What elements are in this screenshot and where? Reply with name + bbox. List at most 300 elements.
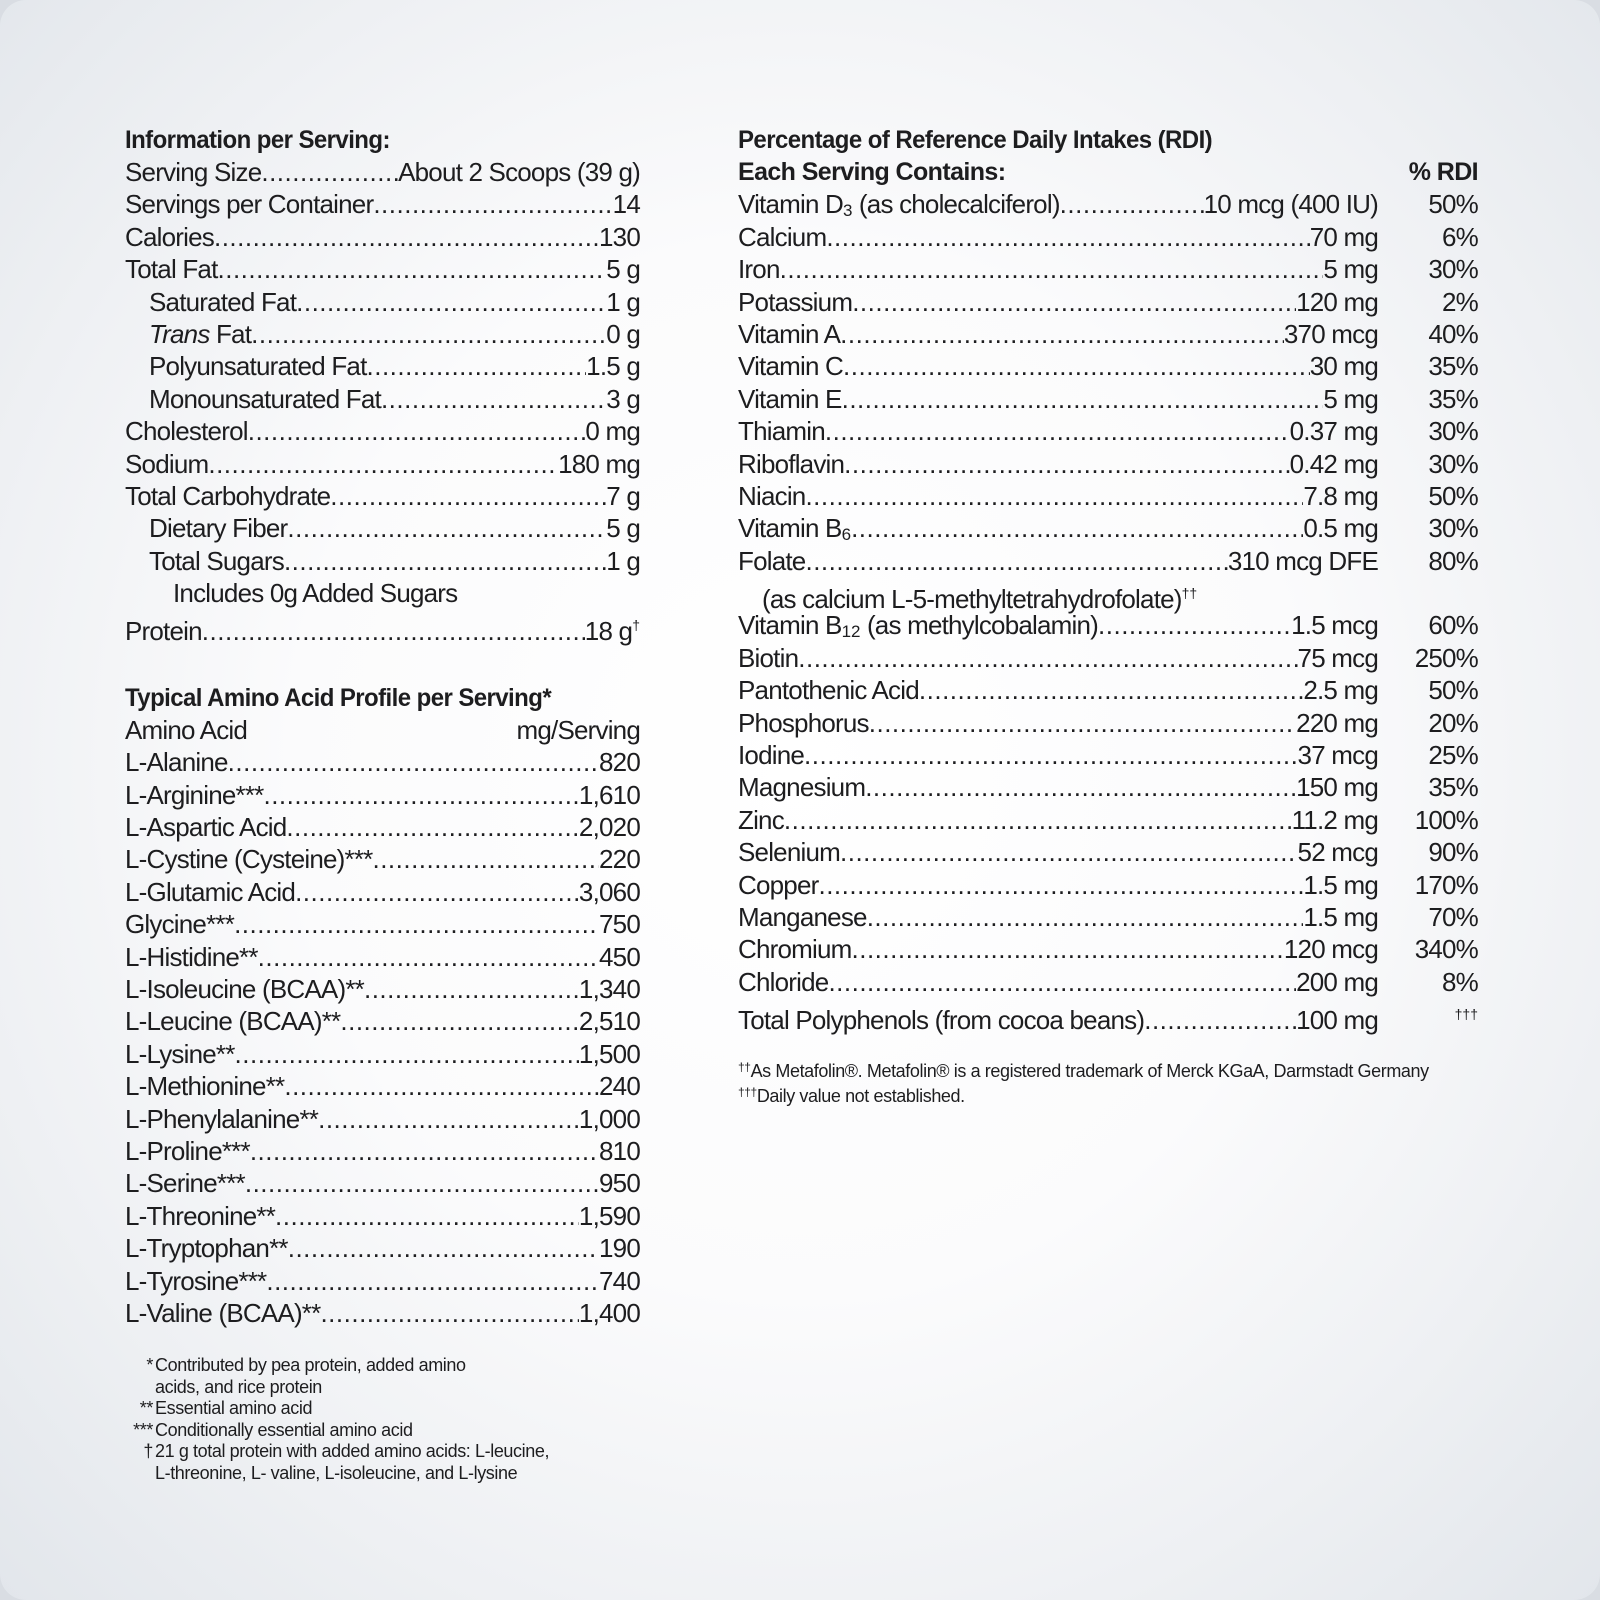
amino-value: 820 [599,747,640,778]
footnote-mark: † [143,1441,153,1462]
leader-dots [208,448,558,480]
leader-dots [266,1265,599,1297]
rdi-title: Percentage of Reference Daily Intakes (RDI) [738,126,1213,154]
footnote-mark: †† [738,1059,751,1074]
rdi-row [738,771,1478,803]
serving-label: Monounsaturated Fat [149,383,381,414]
rdi-col-pct: % RDI [1408,158,1478,186]
rdi-label: Vitamin D3 (as cholecalciferol) [738,189,1060,221]
rdi-footnotes [738,1057,1478,1108]
rdi-row [738,869,1478,901]
rdi-value: 11.2 mg [1291,804,1378,835]
rdi-value: 0.37 mg [1289,416,1378,447]
amino-value: 750 [599,909,640,940]
leader-dots [251,318,606,350]
amino-footnote [125,1377,640,1399]
leader-dots [869,707,1296,739]
rdi-percent: 20% [1428,707,1478,738]
rdi-percent: 50% [1428,480,1478,511]
amino-row [125,1005,640,1037]
serving-value: 1 g [606,286,640,317]
footnote-text: 21 g total protein with added amino acids: L-leucine, [155,1441,550,1462]
leader-dots [284,545,606,577]
leader-dots [275,1200,579,1232]
amino-label: L-Lysine** [125,1038,235,1069]
leader-dots [320,1297,578,1329]
serving-row [125,609,640,647]
leader-dots [288,1232,599,1264]
serving-label: Serving Size [125,157,262,187]
rdi-row [738,253,1478,285]
rdi-value: 310 mcg DFE [1227,545,1378,576]
rdi-label: Phosphorus [738,707,869,738]
rdi-percent: 100% [1414,804,1478,835]
serving-row [125,415,640,447]
rdi-row [738,512,1478,544]
leader-dots [381,383,606,415]
rdi-row [738,901,1478,933]
rdi-value: 10 mcg (400 IU) [1203,189,1378,220]
amino-row [125,1265,640,1297]
amino-label: L-Cystine (Cysteine)*** [125,844,373,875]
amino-row [125,811,640,843]
leader-dots [330,480,606,512]
label-subscript: 3 [843,201,853,221]
amino-value: 740 [599,1265,640,1296]
rdi-value: 120 mcg [1283,934,1378,965]
rdi-value: 220 mg [1296,707,1378,738]
amino-row [125,779,640,811]
rdi-row [738,836,1478,868]
rdi-percent: 40% [1428,318,1478,349]
leader-dots [202,615,585,647]
amino-label: L-Arginine*** [125,779,264,810]
right-column [738,124,1478,1108]
label-subscript: 6 [841,525,852,545]
rdi-value: 37 mcg [1297,740,1378,771]
serving-value: 180 mg [558,448,640,479]
rdi-percent: 90% [1428,837,1478,868]
serving-row [125,156,640,188]
leader-dots [258,941,599,973]
amino-footnote [125,1441,640,1463]
amino-value: 1,340 [578,973,640,1004]
rdi-table [738,188,1478,1036]
leader-dots [1144,1004,1296,1036]
rdi-percent: 2% [1442,286,1478,317]
serving-label: Dietary Fiber [149,513,288,544]
leader-dots [261,156,398,188]
leader-dots [218,253,607,285]
serving-label: Trans Fat [149,318,252,349]
serving-value: 14 [612,189,640,220]
rdi-label: Zinc [738,804,784,835]
amino-label: L-Tryptophan** [125,1233,288,1264]
leader-dots [840,318,1284,350]
serving-value: 1.5 g [586,351,640,382]
serving-label: Saturated Fat [149,286,297,317]
rdi-row [738,609,1478,641]
leader-dots [843,350,1310,382]
rdi-percent: 50% [1428,675,1478,706]
rdi-row [738,998,1478,1036]
leader-dots [826,221,1309,253]
rdi-row [738,674,1478,706]
amino-value: 1,500 [578,1038,640,1069]
leader-dots [245,1167,599,1199]
leader-dots [805,480,1303,512]
leader-dots [825,415,1290,447]
leader-dots [798,642,1297,674]
leader-dots [842,383,1324,415]
footnote-mark: ** [139,1398,153,1419]
amino-footnotes [125,1355,640,1484]
amino-row [125,908,640,940]
rdi-label: Potassium [738,286,853,317]
rdi-label: Vitamin A [738,318,841,349]
serving-value: 130 [599,221,640,252]
rdi-row [738,804,1478,836]
serving-value: 3 g [606,383,640,414]
value-footnote-mark: † [632,617,640,634]
amino-label: L-Serine*** [125,1168,245,1199]
rdi-label: Thiamin [738,416,825,447]
amino-value: 950 [599,1168,640,1199]
rdi-percent [1378,998,1478,1036]
rdi-label: Vitamin B12 (as methylcobalamin) [738,610,1099,642]
rdi-value: 52 mcg [1297,837,1378,868]
amino-col-value: mg/Serving [516,714,640,745]
leader-dots [248,415,586,447]
rdi-label: Iodine [738,740,805,771]
rdi-value: 2.5 mg [1303,675,1378,706]
rdi-row [738,707,1478,739]
serving-value: 18 g† [584,616,640,647]
rdi-value: 0.42 mg [1289,448,1378,479]
leader-dots [1060,188,1204,220]
serving-table [125,156,640,647]
amino-value: 810 [599,1135,640,1166]
rdi-value: 120 mg [1296,286,1378,317]
rdi-label: Manganese [738,901,867,932]
rdi-label: Folate [738,545,806,576]
serving-label: Sodium [125,448,209,479]
rdi-label: Vitamin C [738,351,844,382]
rdi-row [738,545,1478,577]
amino-row [125,1103,640,1135]
rdi-column-header [738,156,1478,188]
footnote-text: Conditionally essential amino acid [155,1419,413,1440]
rdi-row [738,966,1478,998]
serving-label: Total Carbohydrate [125,480,331,511]
leader-dots [1098,609,1291,641]
amino-row [125,941,640,973]
leader-dots [865,771,1296,803]
rdi-footnote [738,1082,1478,1108]
serving-row [125,318,640,350]
rdi-value: 7.8 mg [1303,480,1378,511]
serving-row [125,221,640,253]
rdi-value: 75 mcg [1297,642,1378,673]
amino-value: 1,000 [578,1103,640,1134]
rdi-percent: 25% [1428,740,1478,771]
footnote-text: Contributed by pea protein, added amino [155,1355,466,1376]
rdi-label: Riboflavin [738,448,845,479]
amino-label: L-Leucine (BCAA)** [125,1006,341,1037]
rdi-value: 150 mg [1296,772,1378,803]
serving-row [125,286,640,318]
serving-row [125,480,640,512]
serving-value: 5 g [606,513,640,544]
amino-label: Glycine*** [125,909,235,940]
label-subscript: 12 [841,622,861,642]
leader-dots [367,350,587,382]
leader-dots [373,188,612,220]
footnote-mark: *** [133,1419,153,1440]
rdi-percent: 35% [1428,383,1478,414]
serving-row [125,383,640,415]
leader-dots [284,1070,599,1102]
rdi-footnote [738,1057,1478,1083]
rdi-percent: 170% [1414,869,1478,900]
amino-value: 1,400 [578,1297,640,1328]
rdi-row [738,739,1478,771]
amino-row [125,1167,640,1199]
rdi-percent: 250% [1414,642,1478,673]
label-footnote-mark: †† [1181,585,1198,602]
left-column [125,124,640,1484]
serving-row [125,577,640,609]
leader-dots [250,1135,599,1167]
amino-label: L-Histidine** [125,941,258,972]
rdi-value: 1.5 mg [1303,869,1378,900]
leader-dots [840,836,1298,868]
rdi-label: Biotin [738,642,799,673]
amino-label: L-Valine (BCAA)** [125,1297,321,1328]
amino-label: L-Threonine** [125,1200,276,1231]
rdi-percent: 30% [1428,254,1478,285]
footnote-text: acids, and rice protein [155,1376,322,1397]
leader-dots [296,286,606,318]
rdi-percent: 70% [1428,901,1478,932]
footnote-text: As Metafolin®. Metafolin® is a registered trademark of Merck KGaA, Darmstadt Germany [750,1060,1429,1081]
amino-footnote [125,1420,640,1442]
rdi-row [738,286,1478,318]
rdi-row [738,221,1478,253]
rdi-value: 5 mg [1323,254,1378,285]
leader-dots [852,933,1284,965]
serving-label: Polyunsaturated Fat [149,351,367,382]
rdi-label: Iron [738,254,780,285]
amino-label: L-Aspartic Acid [125,812,287,843]
serving-label: Protein [125,616,202,647]
serving-row [125,188,640,220]
amino-title: Typical Amino Acid Profile per Serving* [125,683,552,712]
serving-value: About 2 Scoops (39 g) [398,157,640,187]
rdi-value: 5 mg [1323,383,1378,414]
serving-value: 1 g [606,545,640,576]
rdi-label: Niacin [738,480,806,511]
leader-dots [780,253,1324,285]
serving-row [125,448,640,480]
rdi-row [738,448,1478,480]
amino-label: L-Alanine [125,747,228,778]
amino-value: 240 [599,1071,640,1102]
amino-row [125,1200,640,1232]
serving-label: Cholesterol [125,416,248,447]
serving-row [125,545,640,577]
rdi-row [738,415,1478,447]
leader-dots [287,512,606,544]
amino-label: L-Isoleucine (BCAA)** [125,973,364,1004]
amino-table [125,746,640,1329]
leader-dots [919,674,1303,706]
amino-label: L-Phenylalanine** [125,1103,319,1134]
leader-dots [234,908,599,940]
rdi-row [738,383,1478,415]
leader-dots [286,811,579,843]
rdi-percent: 35% [1428,351,1478,382]
serving-label-italic: Trans [149,318,210,349]
leader-dots [784,804,1292,836]
amino-label: L-Proline*** [125,1135,250,1166]
rdi-label: Selenium [738,837,840,868]
amino-value: 190 [599,1233,640,1264]
rdi-label: Total Polyphenols (from cocoa beans) [738,1005,1145,1036]
leader-dots [804,739,1297,771]
rdi-value: 1.5 mg [1303,901,1378,932]
amino-row [125,876,640,908]
leader-dots [828,966,1296,998]
rdi-row [738,350,1478,382]
rdi-value: 370 mcg [1283,318,1378,349]
amino-footnote [125,1398,640,1420]
rdi-percent: 340% [1414,934,1478,965]
rdi-label: Calcium [738,221,827,252]
rdi-percent: 30% [1428,416,1478,447]
amino-row [125,1135,640,1167]
rdi-percent: 8% [1442,966,1478,997]
serving-label: Servings per Container [125,189,374,220]
rdi-label: Chromium [738,934,852,965]
rdi-percent: 80% [1428,545,1478,576]
footnote-mark: * [146,1355,153,1376]
amino-value: 1,590 [578,1200,640,1231]
rdi-label: Vitamin B6 [738,513,852,545]
amino-value: 220 [599,844,640,875]
serving-value: 0 mg [585,416,640,447]
rdi-row [738,642,1478,674]
leader-dots [805,545,1227,577]
leader-dots [844,448,1289,480]
amino-value: 3,060 [578,876,640,907]
serving-row [125,253,640,285]
rdi-percent: 60% [1428,610,1478,641]
leader-dots [340,1005,579,1037]
rdi-row [738,480,1478,512]
rdi-label: Vitamin E [738,383,842,414]
amino-label: L-Glutamic Acid [125,876,296,907]
amino-col-label: Amino Acid [125,714,248,745]
rdi-row [738,577,1478,615]
serving-row [125,350,640,382]
rdi-label: (as calcium L-5-methyltetrahydrofolate)†† [762,584,1198,615]
amino-value: 1,610 [578,779,640,810]
rdi-value: 100 mg [1296,1005,1378,1036]
leader-dots [852,286,1296,318]
amino-row [125,1038,640,1070]
footnote-text: Essential amino acid [155,1398,313,1419]
amino-row [125,1232,640,1264]
rdi-row [738,933,1478,965]
amino-row [125,746,640,778]
amino-footnote [125,1463,640,1485]
amino-value: 450 [599,941,640,972]
leader-dots [214,221,599,253]
amino-row [125,843,640,875]
rdi-row [738,188,1478,220]
amino-value: 2,020 [578,812,640,843]
footnote-text: L-threonine, L- valine, L-isoleucine, and L-lysine [155,1462,518,1483]
rdi-percent: 30% [1428,513,1478,544]
rdi-value: 200 mg [1296,966,1378,997]
serving-value: 7 g [606,480,640,511]
serving-value: 0 g [606,318,640,349]
rdi-percent: 50% [1428,189,1478,220]
amino-footnote [125,1355,640,1377]
amino-label: L-Methionine** [125,1071,285,1102]
rdi-label: Magnesium [738,772,866,803]
leader-dots [263,779,578,811]
rdi-col-label: Each Serving Contains: [738,158,1006,186]
rdi-percent: 30% [1428,448,1478,479]
leader-dots [364,973,579,1005]
rdi-percent: 6% [1442,221,1478,252]
amino-column-header [125,714,640,746]
amino-label: L-Tyrosine*** [125,1265,267,1296]
rdi-value: 30 mg [1309,351,1378,382]
footnote-mark: ††† [738,1085,757,1100]
footnote-text: Daily value not established. [756,1086,965,1107]
leader-dots [318,1103,579,1135]
rdi-value: 70 mg [1309,221,1378,252]
amino-row [125,973,640,1005]
serving-label: Calories [125,221,214,252]
leader-dots [851,512,1303,544]
rdi-row [738,318,1478,350]
rdi-value: 0.5 mg [1303,513,1378,544]
rdi-label: Pantothenic Acid [738,675,919,706]
serving-row [125,512,640,544]
rdi-value: 1.5 mcg [1291,610,1378,641]
leader-dots [235,1038,579,1070]
amino-row [125,1070,640,1102]
rdi-percent: 35% [1428,772,1478,803]
serving-title: Information per Serving: [125,126,390,154]
amino-row [125,1297,640,1329]
rdi-label: Chloride [738,966,829,997]
leader-dots [867,901,1304,933]
rdi-label: Copper [738,869,819,900]
serving-value: 5 g [606,254,640,285]
amino-value: 2,510 [578,1006,640,1037]
serving-label: Includes 0g Added Sugars [173,578,458,609]
leader-dots [228,746,599,778]
leader-dots [818,869,1303,901]
leader-dots [295,876,579,908]
serving-label: Total Sugars [149,545,284,576]
percent-footnote-mark: ††† [1454,1006,1478,1023]
